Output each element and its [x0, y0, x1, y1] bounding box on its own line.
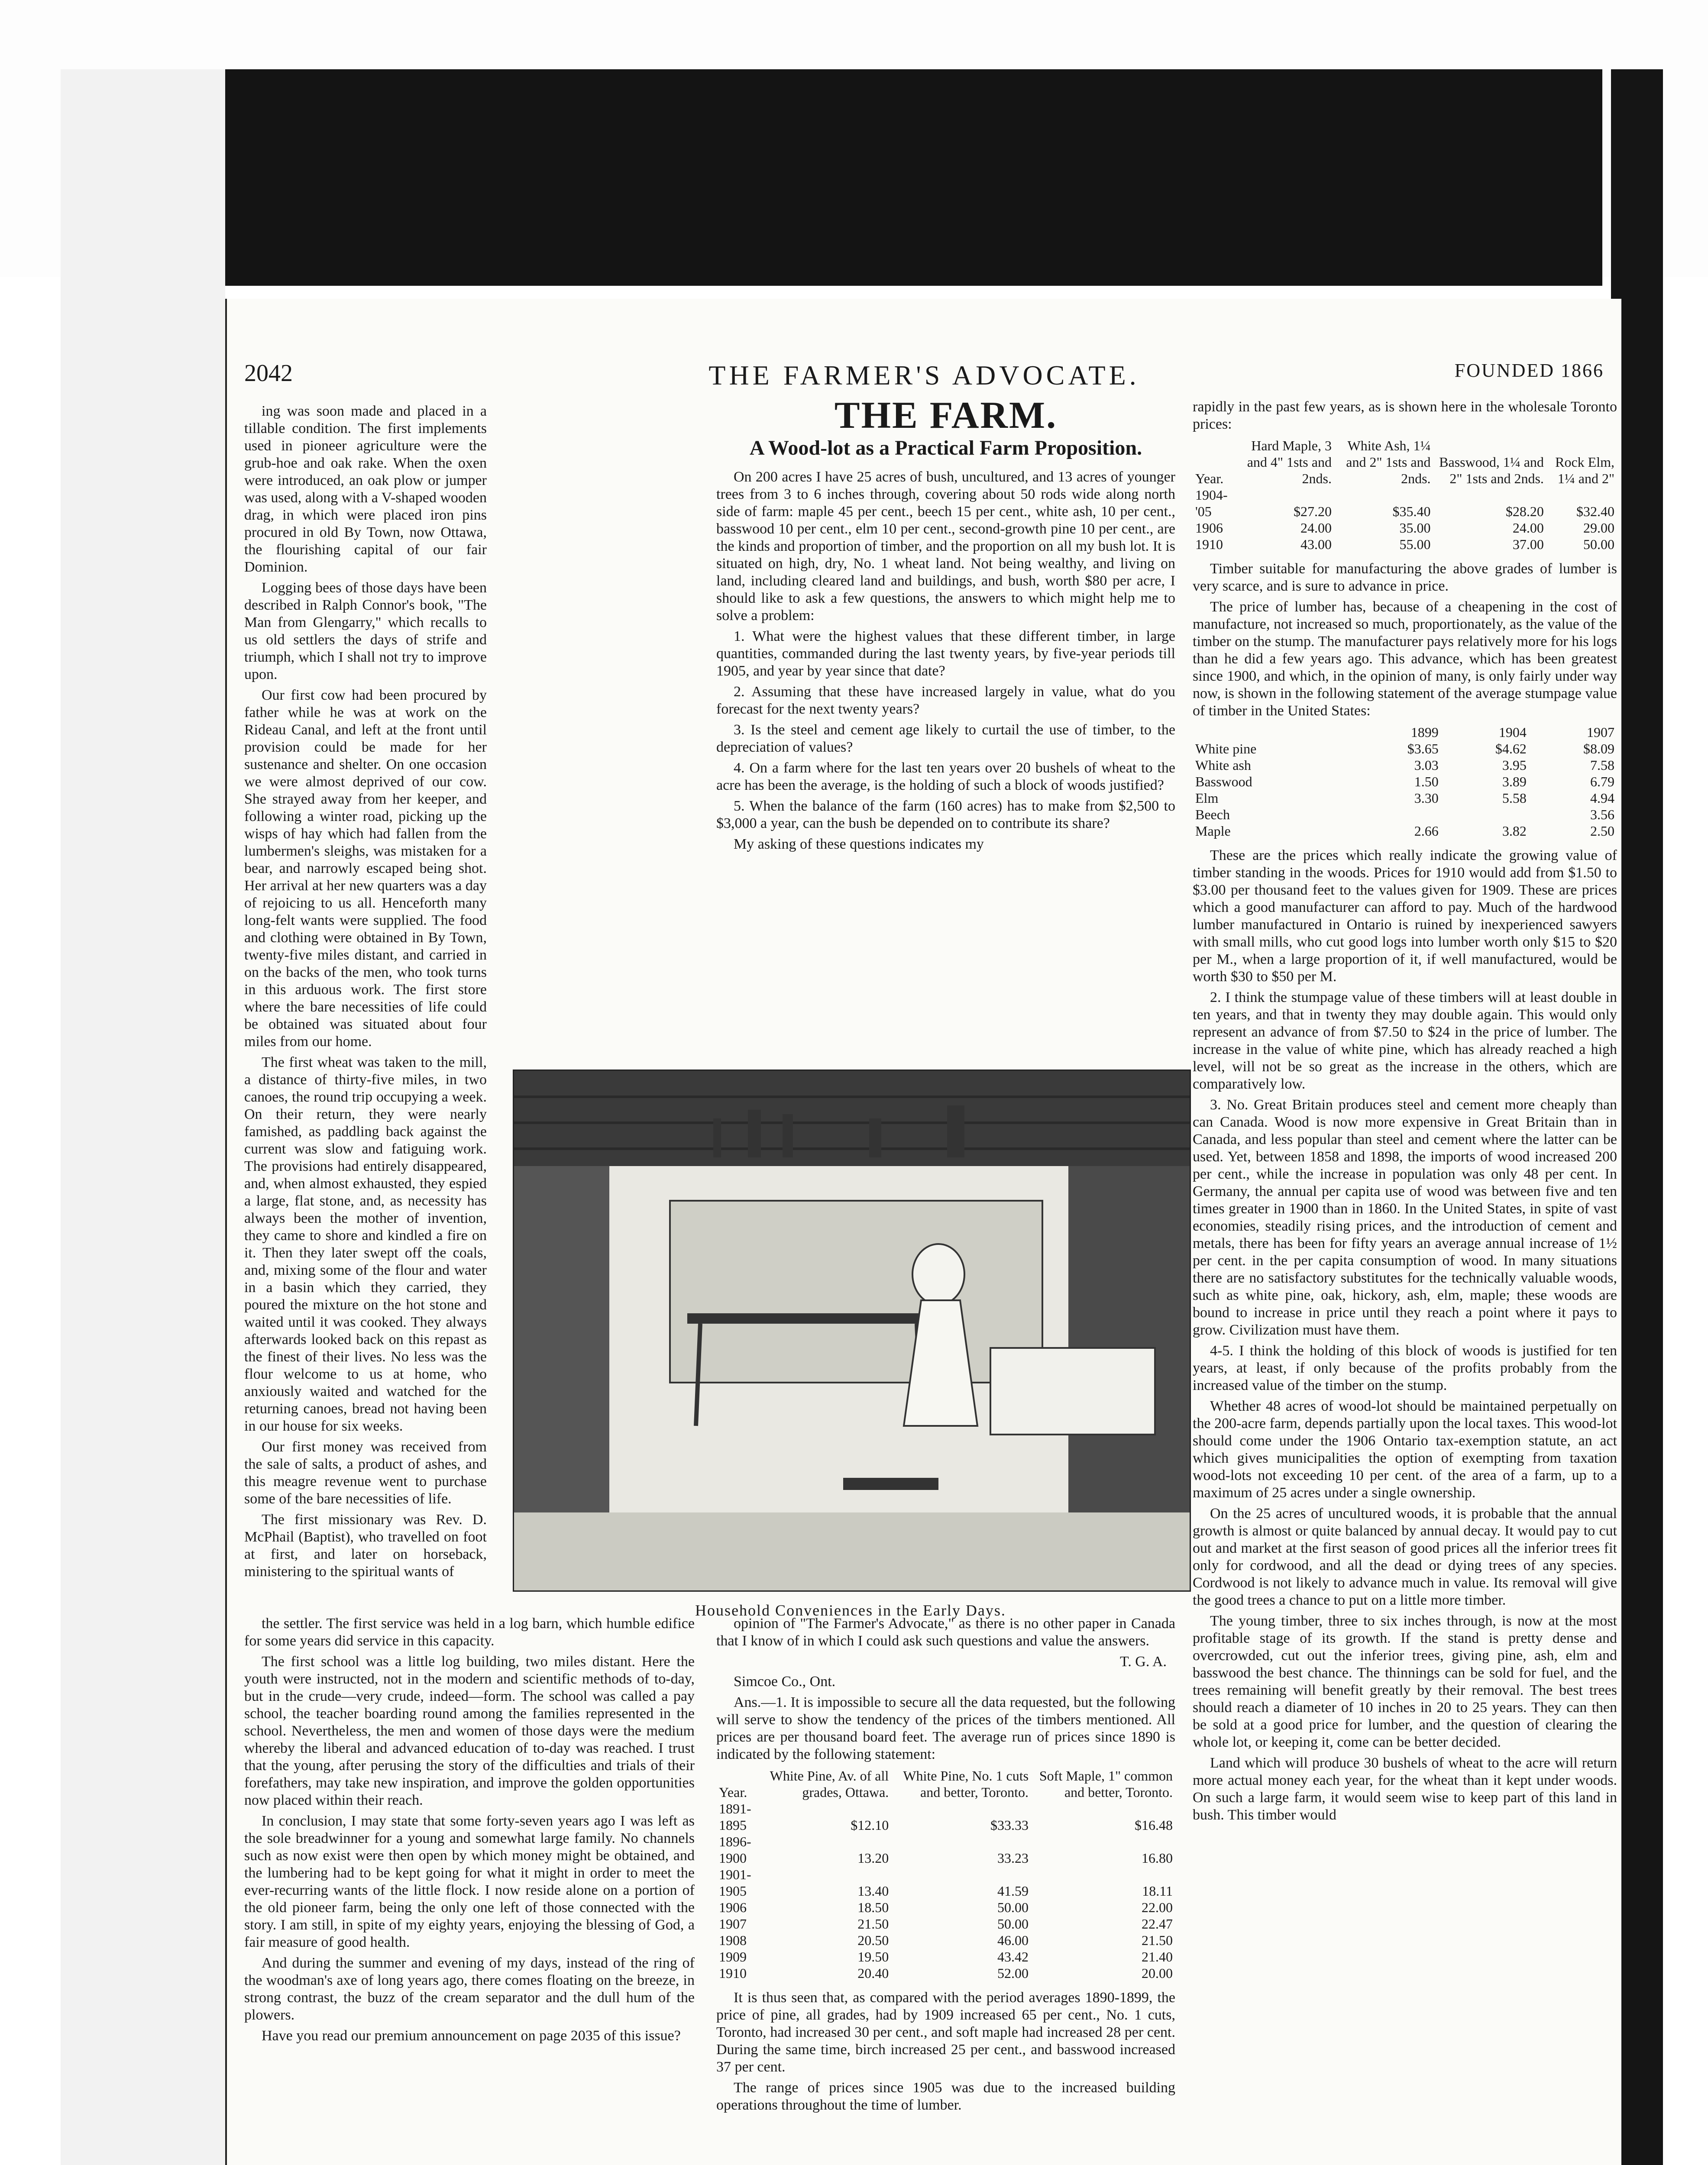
table-row: [716, 1899, 1175, 1916]
article-title: A Wood-lot as a Practical Farm Proposition.: [749, 436, 1142, 459]
table-row: [716, 1932, 1175, 1948]
cabin-interior-engraving: [514, 1071, 1190, 1590]
paragraph: 4. On a farm where for the last ten years over 20 bushels of wheat to the acre has been the average, is the holding of such a block of woods justified?: [716, 760, 1175, 793]
table-cell: 50.00: [1583, 536, 1614, 552]
column-2-upper: [716, 394, 1175, 856]
table-header: White Ash, 1¼ and 2" 1sts and 2nds.: [1346, 438, 1431, 486]
table-cell: 2.66: [1414, 823, 1439, 839]
table-cell: 50.00: [997, 1900, 1029, 1915]
paragraph: The range of prices since 1905 was due to the increased building operations throughout the time of lumber.: [716, 2080, 1175, 2113]
table-cell: 24.00: [1300, 520, 1332, 536]
paragraph: Our first money was received from the sale of salts, a product of ashes, and this meagre revenue went to purchase some of the bare necessities of life.: [244, 1439, 487, 1507]
column-1-upper: [244, 403, 487, 1584]
table-cell: 20.00: [1142, 1965, 1173, 1981]
table-cell: Elm: [1195, 790, 1219, 806]
table-cell: 24.00: [1512, 520, 1544, 536]
paragraph: The first school was a little log building, two miles distant. Here the youth were instructed, not in the modern and scientific methods of to-day, but in the crude—very crude, indeed—form. The school was called a pay school, the teacher boarding round among the families represented in the school. Nevertheless, the men and women of those days were the medium whereby the liberal and advanced education of to-day was reached. I trust that the young, after perusing the story of the difficulties and trials of their forefathers, may take new inspiration, and improve the golden opportunities now placed within their reach.: [244, 1654, 695, 1808]
table-cell: $16.48: [1135, 1817, 1173, 1833]
table-row: [1193, 757, 1617, 773]
paragraph: The first wheat was taken to the mill, a distance of thirty-five miles, in two canoes, the round trip occupying a week. On their return, they were nearly famished, as paddling back against the current was slow and fatiguing work. The provisions had entirely disappeared, and, when almost exhausted, they espied a large, flat stone, and, as necessity has always been the mother of invention, they came to shore and kindled a fire on it. Then they later swept off the coals, and, mixing some of the flour and water in a basin which they carried, they poured the mixture on the hot stone and waited until it was cooked. They always afterwards looked back on this repast as the finest of their lives. No less was the flour welcome to us at home, who anxiously waited and watched for the returning canoes, bread not having been in our house for six weeks.: [244, 1054, 487, 1434]
paragraph: 3. No. Great Britain produces steel and cement more cheaply than can Canada. Wood is now more expensive in Great Britain than in Canada, and less popular than steel and cement where the latter can be used. Yet, between 1858 and 1898, the imports of wood increased 200 per cent., while the increase in population was only 48 per cent. In Germany, the annual per capita use of wood was between five and ten times greater in 1900 than in 1860. In the United States, in spite of vast economies, steadily rising prices, and the introduction of cement and metals, there has been for fifty years an average annual increase of 1½ per cent. in the per capita consumption of wood. In many situations there are no satisfactory substitutes for the technically valuable woods, such as white pine, oak, hickory, ash, elm, maple; these woods are bound to increase in price until they reach a point where it pays to grow. Civilization must have them.: [1193, 1097, 1617, 1338]
table-header: 1907: [1587, 724, 1614, 740]
table-cell: 29.00: [1583, 520, 1614, 536]
table-row: [1193, 773, 1617, 790]
paragraph: The price of lumber has, because of a cheapening in the cost of manufacture, not increased so much, proportionately, as the value of the timber on the stump. The manufacturer pays relatively more for his logs than he did a few years ago. This advance, which has been greatest since 1900, and which, in the opinion of many, is only fairly under way now, is shown in the following statement of the average stumpage value of timber in the United States:: [1193, 599, 1617, 719]
table-header: White Pine, No. 1 cuts and better, Toronto.: [903, 1768, 1029, 1800]
page-header: [244, 359, 1604, 394]
table-cell: 7.58: [1590, 757, 1614, 773]
table-header-row: [1193, 437, 1617, 487]
paragraph: rapidly in the past few years, as is shown here in the wholesale Toronto prices:: [1193, 399, 1617, 432]
table-header: 1904: [1498, 724, 1527, 740]
table-cell: 1.50: [1414, 774, 1439, 789]
table-cell: 55.00: [1399, 536, 1431, 552]
table-row: [1193, 740, 1617, 757]
table-cell: 43.00: [1300, 536, 1332, 552]
column-3: [1193, 398, 1617, 1827]
table-cell: 1906: [719, 1900, 747, 1915]
table-cell: $33.33: [990, 1817, 1029, 1833]
table-cell: 1891-1895: [719, 1801, 751, 1833]
table-header-row: [1193, 724, 1617, 740]
paragraph: The young timber, three to six inches through, is now at the most profitable stage of its growth. If the stand is pretty dense and overcrowded, cut out the inferior trees, giving pine, ash, elm and basswood the best chance. The thinnings can be sold for fuel, and the trees remaining will benefit greatly by their removal. The best trees should reach a diameter of 10 inches in 20 to 25 years. They can then be sold at a good price for lumber, and the question of clearing the whole lot, or keeping it, come can be better decided.: [1193, 1613, 1617, 1750]
paragraph: Logging bees of those days have been described in Ralph Connor's book, "The Man from Glengarry," which recalls to us old settlers the days of strife and triumph, which I shall not try to improve upon.: [244, 580, 487, 682]
paragraph: On the 25 acres of uncultured woods, it is probable that the annual growth is almost or quite balanced by annual decay. It would pay to cut out and market at the first season of good prices all the inferior trees fit only for cordwood, and all the dead or dying trees of any species. Cordwood is not likely to advance much in value. Its removal will give the good trees a chance to put on a little more timber.: [1193, 1506, 1617, 1608]
table-row: [1193, 823, 1617, 839]
table-cell: $8.09: [1583, 741, 1614, 756]
table-cell: 3.56: [1590, 807, 1614, 822]
table-row: [716, 1965, 1175, 1981]
table-row: [1193, 790, 1617, 806]
stumpage-table-us: [1193, 724, 1617, 839]
table-cell: 33.23: [997, 1850, 1029, 1866]
scan-dark-edge-top: [61, 69, 1602, 286]
location: Simcoe Co., Ont.: [734, 1674, 836, 1690]
table-cell: 13.20: [857, 1850, 889, 1866]
table-row: [716, 1948, 1175, 1965]
table-cell: [1441, 806, 1529, 823]
table-cell: 50.00: [997, 1916, 1029, 1932]
table-cell: $3.65: [1407, 741, 1439, 756]
table-cell: $27.20: [1293, 504, 1332, 519]
table-row: [716, 1916, 1175, 1932]
table-cell: 1904-'05: [1195, 487, 1228, 519]
table-row: [1193, 806, 1617, 823]
paragraph: And during the summer and evening of my days, instead of the ring of the woodman's axe of long years ago, there comes floating on the breeze, in strong contrast, the buzz of the cream separator and the dull hum of the plowers.: [244, 1955, 695, 2023]
table-cell: 16.80: [1142, 1850, 1173, 1866]
paragraph: 3. Is the steel and cement age likely to curtail the use of timber, to the depreciation of values?: [716, 722, 1175, 755]
paragraph: In conclusion, I may state that some forty-seven years ago I was left as the sole breadwinner for a young and somewhat large family. No channels such as now exist were then open by which money might be obtained, and the lumbering had to be kept going for what it might in order to meet the ever-recurring wants of the little flock. I now reside alone on a portion of the old pioneer farm, being the only one left of those connected with the story. I am still, in spite of my eighty years, enjoying the blessing of God, a fair measure of good health.: [244, 1813, 695, 1950]
paragraph: 2. I think the stumpage value of these timbers will at least double in ten years, and that in twenty they may double again. This would only represent an advance of from $7.50 to $24 in the price of lumber. The increase in the value of white pine, which has already reached a high level, will not be so great as the increase in the others, which are comparatively low.: [1193, 989, 1617, 1092]
signature: T. G. A.: [1120, 1654, 1167, 1670]
table-cell: 1906: [1195, 520, 1223, 536]
table-cell: 22.00: [1142, 1900, 1173, 1915]
newspaper-page: [225, 299, 1621, 2165]
table-cell: 19.50: [857, 1949, 889, 1965]
page-number: 2042: [244, 360, 293, 387]
table-header: [1193, 724, 1353, 740]
table-cell: 43.42: [997, 1949, 1029, 1965]
table-cell: 18.50: [857, 1900, 889, 1915]
table-cell: 52.00: [997, 1965, 1029, 1981]
table-header: Year.: [1195, 471, 1224, 486]
table-cell: 13.40: [857, 1883, 889, 1899]
paragraph: My asking of these questions indicates my: [734, 836, 984, 852]
running-title: THE FARMER'S ADVOCATE.: [708, 360, 1140, 391]
table-cell: 22.47: [1142, 1916, 1173, 1932]
table-cell: 4.94: [1590, 790, 1614, 806]
table-row: [716, 1866, 1175, 1899]
table-cell: [1353, 806, 1441, 823]
paragraph: The first missionary was Rev. D. McPhail (Baptist), who travelled on foot at first, and later on horseback, ministering to the spiritual wants of: [244, 1512, 487, 1580]
table-cell: 1909: [719, 1949, 747, 1965]
table-cell: $28.20: [1505, 504, 1544, 519]
paragraph: On 200 acres I have 25 acres of bush, uncultured, and 13 acres of younger trees from 3 to 6 inches through, covering about 50 rods wide along north side of farm: maple 45 per cent., beech 15 per cent., white ash, 10 per cent., basswood 10 per cent., elm 10 per cent., second-growth pine 10 per cent., are the kinds and proportion of timber, and the proportion on all my bush lot. It is situated on high, dry, No. 1 wheat land. Not being wealthy, and living on land, including cleared land and buildings, and bush, worth $80 per acre, I should like to ask a few questions, the answers to which might help me to solve a problem:: [716, 469, 1175, 624]
table-cell: 35.00: [1399, 520, 1431, 536]
table-cell: 3.82: [1502, 823, 1527, 839]
table-cell: Maple: [1195, 823, 1231, 839]
table-cell: 20.50: [857, 1932, 889, 1948]
table-cell: 1910: [719, 1965, 747, 1981]
paragraph: ing was soon made and placed in a tillable condition. The first implements used in pioneer agriculture were the grub-hoe and oak rake. When the oxen were introduced, an oak plow or jumper was used, along with a V-shaped wooden drag, in which were placed iron pins procured in old By Town, now Ottawa, the flourishing capital of our fair Dominion.: [244, 403, 487, 575]
paragraph: Land which will produce 30 bushels of wheat to the acre will return more actual money each year, for the wheat than it kept under woods. On such a large farm, it would seem wise to keep part of this land in bush. This timber would: [1193, 1755, 1617, 1823]
table-cell: 1896-1900: [719, 1834, 751, 1866]
table-cell: 5.58: [1502, 790, 1527, 806]
table-header: Soft Maple, 1" common and better, Toronto.: [1039, 1768, 1173, 1800]
table-cell: Basswood: [1195, 774, 1252, 789]
table-header: Rock Elm, 1¼ and 2": [1555, 454, 1614, 486]
table-cell: 1908: [719, 1932, 747, 1948]
table-cell: 37.00: [1512, 536, 1544, 552]
table-cell: 21.50: [1142, 1932, 1173, 1948]
price-table-ontario: [716, 1768, 1175, 1981]
paragraph: 1. What were the highest values that these different timber, in large quantities, commanded during the last twenty years, by five-year periods till 1905, and year by year since that date?: [716, 628, 1175, 679]
table-cell: 3.95: [1502, 757, 1527, 773]
section-title: THE FARM.: [834, 394, 1058, 436]
table-cell: 18.11: [1142, 1883, 1173, 1899]
table-cell: $32.40: [1576, 504, 1614, 519]
column-1-lower: [244, 1615, 695, 2048]
founded-note: FOUNDED 1866: [1454, 360, 1604, 381]
table-header: White Pine, Av. of all grades, Ottawa.: [770, 1768, 889, 1800]
table-header-row: [716, 1768, 1175, 1800]
table-cell: 2.50: [1590, 823, 1614, 839]
table-cell: Beech: [1195, 807, 1230, 822]
table-header: Basswood, 1¼ and 2" 1sts and 2nds.: [1439, 454, 1544, 486]
paragraph: the settler. The first service was held in a log barn, which humble edifice for some years did service in this capacity.: [244, 1616, 695, 1649]
table-cell: 3.30: [1414, 790, 1439, 806]
paragraph: It is thus seen that, as compared with the period averages 1890-1899, the price of pine, all grades, had by 1909 increased 65 per cent., No. 1 cuts, Toronto, had increased 30 per cent., and soft maple had increased 28 per cent. During the same time, birch increased 25 per cent., and basswood increased 37 per cent.: [716, 1990, 1175, 2075]
table-cell: 1901-1905: [719, 1867, 751, 1899]
table-cell: 3.03: [1414, 757, 1439, 773]
table-cell: 1910: [1195, 536, 1223, 552]
table-header: 1899: [1410, 724, 1439, 740]
table-cell: $4.62: [1495, 741, 1527, 756]
table-header: Hard Maple, 3 and 4" 1sts and 2nds.: [1247, 438, 1332, 486]
paragraph: Have you read our premium announcement on page 2035 of this issue?: [262, 2028, 681, 2044]
household-illustration: [513, 1070, 1191, 1592]
paragraph: Timber suitable for manufacturing the above grades of lumber is very scarce, and is sure to advance in price.: [1193, 561, 1617, 594]
table-cell: 46.00: [997, 1932, 1029, 1948]
table-row: [1193, 536, 1617, 553]
table-cell: 21.40: [1142, 1949, 1173, 1965]
scan-dark-edge-left: [61, 69, 225, 2165]
table-row: [1193, 520, 1617, 536]
column-2-lower: [716, 1615, 1175, 2117]
table-cell: 20.40: [857, 1965, 889, 1981]
paragraph: 2. Assuming that these have increased largely in value, what do you forecast for the next twenty years?: [716, 684, 1175, 717]
paragraph: Whether 48 acres of wood-lot should be maintained perpetually on the 200-acre farm, depends partially upon the local taxes. This wood-lot should come under the 1906 Ontario tax-exemption statute, an act which gives municipalities the option of exempting from taxation wood-lots not exceeding 10 per cent. of the area of a farm, up to a maximum of 25 acres under a single ownership.: [1193, 1398, 1617, 1501]
paragraph: These are the prices which really indicate the growing value of timber standing in the woods. Prices for 1910 would add from $1.50 to $3.00 per thousand feet to the values given for 1909. These are prices which a good manufacturer can afford to pay. Much of the hardwood lumber manufactured in Ontario is ruined by inexperienced sawyers with small mills, who cut good logs into lumber worth only $15 to $20 per M., when a large proportion of it, if well manufactured, would be worth $30 to $50 per M.: [1193, 847, 1617, 985]
table-cell: 21.50: [857, 1916, 889, 1932]
paragraph: Our first cow had been procured by father while he was at work on the Rideau Canal, and left at the front until provision could be made for her sustenance and shelter. On one occasion we were almost deprived of our cow. She strayed away from her keeper, and following a winter road, picking up the wisps of hay which had fallen from the lumbermen's sleighs, was mistaken for a bear, and narrowly escaped being shot. Her arrival at her new quarters was a day of rejoicing to us all. Henceforth many long-felt wants were supplied. The food and clothing were obtained in By Town, twenty-five miles distant, and carried in on the backs of the men, who took turns in this arduous work. The first store where the bare necessities of life could be obtained was situated about four miles from our home.: [244, 687, 487, 1050]
paragraph: 4-5. I think the holding of this block of woods is justified for ten years, at least, if only because of the profits probably from the increased value of the timber on the stump.: [1193, 1343, 1617, 1393]
table-header: Year.: [719, 1784, 747, 1800]
illustration-caption: Household Conveniences in the Early Days.: [695, 1602, 1006, 1619]
paragraph: opinion of "The Farmer's Advocate," as there is no other paper in Canada that I know of in which I could ask such questions and value the answers.: [716, 1616, 1175, 1649]
table-cell: 3.89: [1502, 774, 1527, 789]
table-cell: $35.40: [1392, 504, 1431, 519]
paragraph: 5. When the balance of the farm (160 acres) has to make from $2,500 to $3,000 a year, can the bush be depended on to contribute its share?: [716, 798, 1175, 831]
table-cell: 1907: [719, 1916, 747, 1932]
table-cell: White ash: [1195, 757, 1251, 773]
table-row: [1193, 487, 1617, 520]
price-table-toronto: [1193, 437, 1617, 553]
table-row: [716, 1800, 1175, 1833]
table-row: [716, 1833, 1175, 1866]
table-cell: White pine: [1195, 741, 1257, 756]
table-cell: 6.79: [1590, 774, 1614, 789]
table-cell: $12.10: [851, 1817, 889, 1833]
paragraph: Ans.—1. It is impossible to secure all the data requested, but the following will serve to show the tendency of the prices of the timbers mentioned. All prices are per thousand board feet. The average run of prices since 1890 is indicated by the following statement:: [716, 1694, 1175, 1762]
table-cell: 41.59: [997, 1883, 1029, 1899]
